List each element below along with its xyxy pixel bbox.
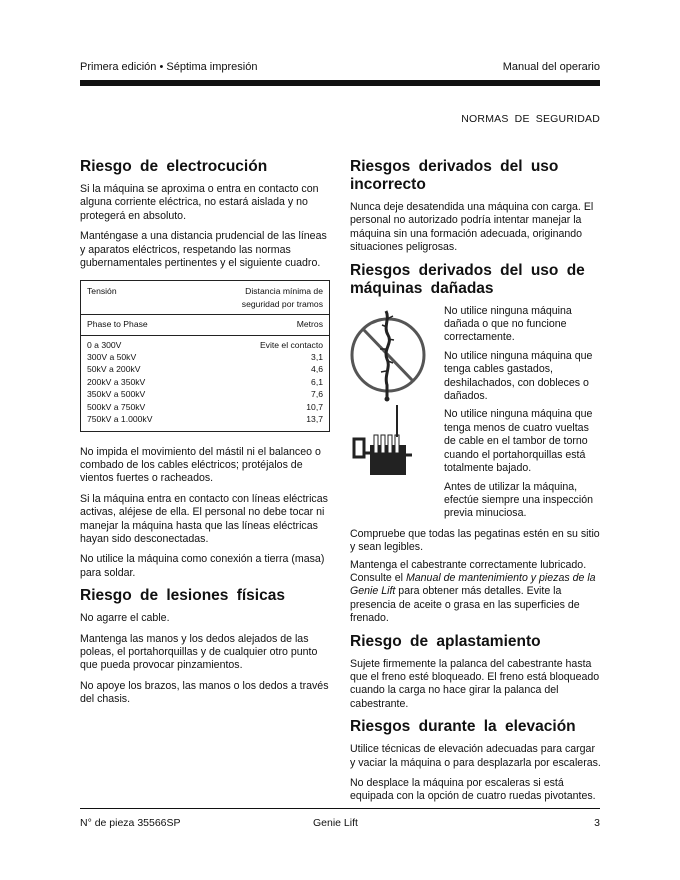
right-column [350,158,602,811]
heading-crushing: Riesgo de aplastamiento [350,632,541,650]
table-header-voltage: Tensión [87,286,117,297]
damaged-block [350,305,602,526]
voltage-distance-table [80,280,330,431]
mast-cable-paragraph: No impida el movimiento del mástil ni el balanceo o combado de los cables eléctricos; protéjalos de vientos fuertes o racheados. [80,445,321,485]
damaged-paragraph-3: No utilice ninguna máquina que tenga menos de cuatro vueltas de cable en el tambor de torno cuando el portahorquillas está totalmente bajado. [444,408,593,475]
live-lines-paragraph: Si la máquina entra en contacto con líneas eléctricas activas, aléjese de ella. El personal no debe tocar ni manejar la máquina hasta que las líneas eléctricas hayan sido desconectadas. [80,492,328,545]
header-bar [80,80,600,86]
table-header-distance-line1: Distancia mínima de [245,286,323,297]
table-cell-distance: 7,6 [311,389,323,400]
electrocution-paragraph-2: Manténgase a una distancia prudencial de las líneas y aparatos eléctricos, respetando las normas gubernamentales pertinentes y el siguiente cuadro. [80,230,327,270]
table-cell-voltage: 500kV a 750kV [87,401,146,412]
heading-electrocution: Riesgo de electrocución [80,158,268,175]
table-cell-distance: 10,7 [306,401,323,412]
damaged-cable-prohibition-icon [350,305,436,490]
table-subheader-phase: Phase to Phase [87,319,148,330]
table-rule [81,335,329,336]
lifting-paragraph-1: Utilice técnicas de elevación adecuadas para cargar y vaciar la máquina o para desplazarla por escaleras. [350,743,601,769]
table-subheader [87,318,323,330]
table-header-distance-line2: seguridad por tramos [241,298,323,309]
table-cell-distance: 4,6 [311,364,323,375]
header-edition: Primera edición • Séptima impresión [80,61,258,73]
physical-paragraph-1: No agarre el cable. [80,612,170,625]
improper-use-paragraph: Nunca deje desatendida una máquina con carga. El personal no autorizado podría intentar manejar la máquina sin una formación adecuada, originando situaciones peligrosas. [350,201,594,254]
welding-ground-paragraph: No utilice la máquina como conexión a tierra (masa) para soldar. [80,553,325,579]
lubrication-text-b: para obtener más detalles. Evite la presencia de aceite o grasa en las superficies de frenado. [350,585,580,625]
manual-reference: Manual de mantenimiento y piezas de la Genie Lift [350,571,596,598]
table-header-distance [242,285,323,310]
damaged-cable-figure [350,305,436,526]
header-manual-title: Manual del operario [502,61,600,73]
table-cell-voltage: 300V a 50kV [87,352,137,363]
table-cell-voltage: 200kV a 350kV [87,376,146,387]
damaged-paragraph-2: No utilice ninguna máquina que tenga cables gastados, deshilachados, con dobleces o dañados. [444,349,593,403]
section-label: NORMAS DE SEGURIDAD [461,113,600,125]
footer-page-number: 3 [594,817,600,829]
physical-paragraph-3: No apoye los brazos, las manos o los dedos a través del chasis. [80,679,329,706]
table-cell-voltage: 0 a 300V [87,339,122,350]
damaged-paragraph-4: Antes de utilizar la máquina, efectúe siempre una inspección previa minuciosa. [444,480,593,520]
table-row [87,351,323,363]
table-row [87,401,323,413]
table-cell-distance: 3,1 [311,352,323,363]
table-row [87,339,323,351]
table-cell-distance: 6,1 [311,376,323,387]
table-cell-distance: Evite el contacto [259,339,323,350]
table-cell-voltage: 50kV a 200kV [87,364,141,375]
table-subheader-meters: Metros [296,319,323,330]
heading-lifting: Riesgos durante la elevación [350,718,576,736]
heading-damaged-machines: Riesgos derivados del uso de máquinas dañadas [350,261,585,297]
table-rule [81,314,329,315]
lifting-paragraph-2: No desplace la máquina por escaleras si está equipada con la opción de cuatro ruedas pivotantes. [350,777,596,803]
table-row [87,388,323,400]
table-row [87,376,323,388]
table-header [87,285,323,310]
table-cell-voltage: 350kV a 500kV [87,389,146,400]
physical-paragraph-2: Mantenga las manos y los dedos alejados de las poleas, el portahorquillas y de cualquier otro punto que pueda provocar pinzamientos. [80,632,318,672]
table-cell-distance: 13,7 [306,414,323,425]
table-cell-voltage: 750kV a 1.000kV [87,414,153,425]
crushing-paragraph: Sujete firmemente la palanca del cabestrante hasta que el freno esté bloqueado. El freno está bloqueado cuando la carga no hace girar la palanca del cabestrante. [350,657,600,710]
lubrication-text-a: Mantenga el cabestrante correctamente lubricado. Consulte el [350,558,587,584]
lubrication-paragraph [350,559,602,626]
table-row [87,413,323,425]
footer-brand: Genie Lift [313,817,358,829]
decals-paragraph: Compruebe que todas las pegatinas estén en su sitio y sean legibles. [350,527,600,554]
heading-physical-injury: Riesgo de lesiones físicas [80,587,285,605]
heading-improper-use: Riesgos derivados del uso incorrecto [350,158,559,193]
electrocution-paragraph-1: Si la máquina se aproxima o entra en contacto con alguna corriente eléctrica, no estará aislada y no protegerá en absoluto. [80,183,319,222]
damaged-paragraph-1: No utilice ninguna máquina dañada o que no funcione correctamente. [444,304,572,344]
footer-part-number: N° de pieza 35566SP [80,817,181,829]
left-column [80,158,332,714]
footer-rule [80,808,600,809]
table-row [87,363,323,375]
damaged-text [444,305,602,526]
